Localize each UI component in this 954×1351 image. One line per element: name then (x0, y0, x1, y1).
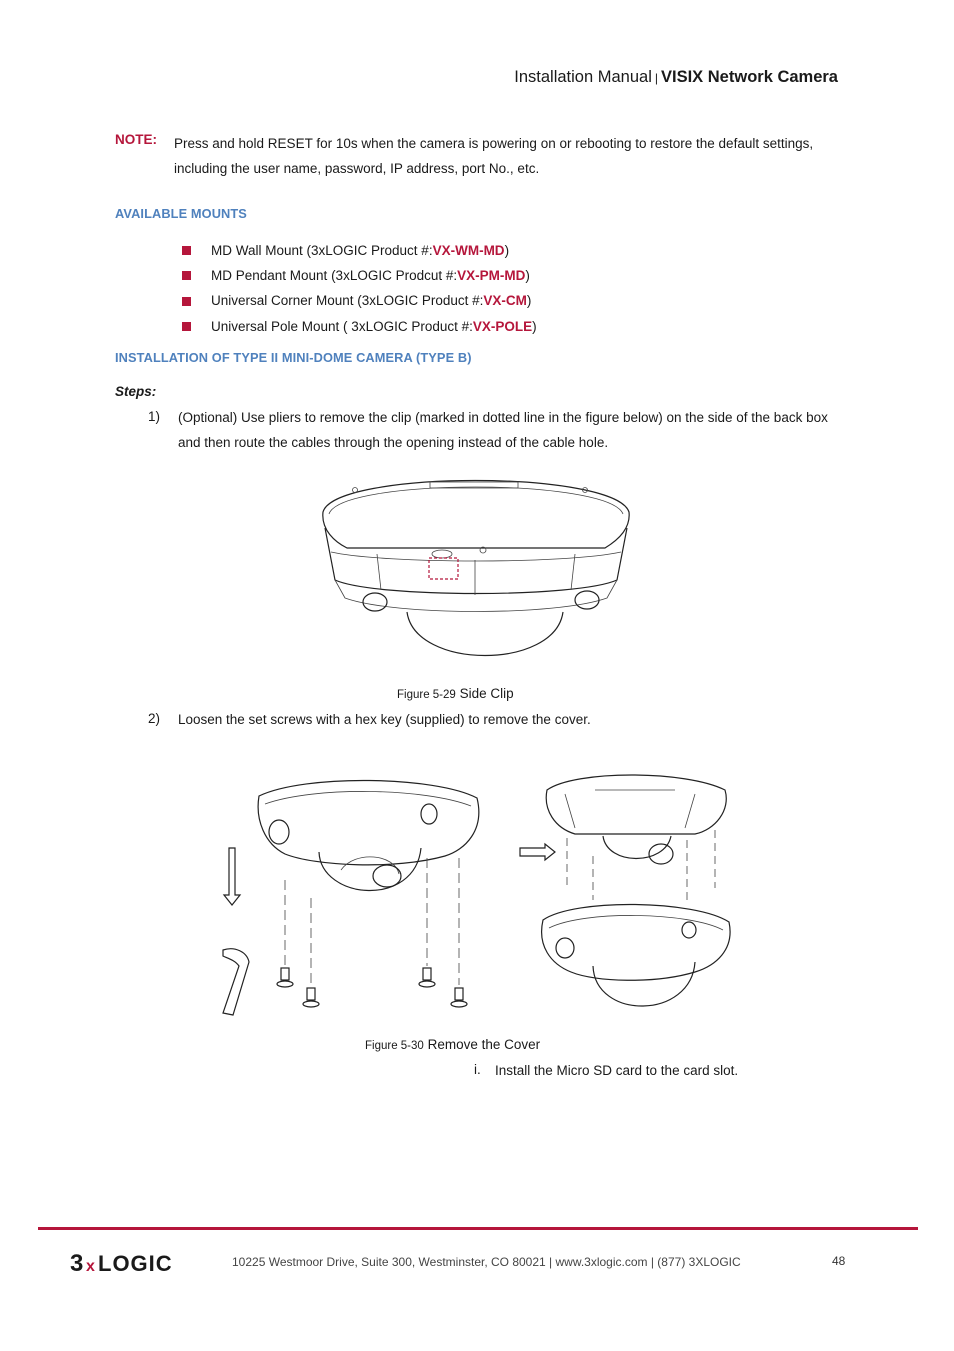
step-2-text: Loosen the set screws with a hex key (supplied) to remove the cover. (178, 712, 591, 727)
figure-title: Side Clip (459, 686, 514, 701)
step-2-number: 2) (148, 711, 161, 726)
svg-text:LOGIC: LOGIC (98, 1251, 173, 1274)
page-number: 48 (832, 1254, 846, 1268)
steps-label: Steps: (115, 384, 157, 399)
substep-number: i. (474, 1062, 481, 1077)
svg-text:3: 3 (70, 1250, 85, 1274)
svg-text:x: x (86, 1258, 95, 1274)
step-1-number: 1) (148, 409, 161, 424)
note-label: NOTE: (115, 132, 157, 147)
square-bullet-icon (182, 246, 191, 255)
list-item: Universal Corner Mount (3xLOGIC Product #: VX-CM ) (182, 289, 537, 314)
header-separator: | (654, 71, 658, 85)
header-product-title: VISIX Network Camera (661, 68, 838, 86)
remove-cover-figure (215, 770, 740, 1025)
product-code: VX-WM-MD (432, 242, 505, 258)
note-text: Press and hold RESET for 10s when the camera is powering on or rebooting to restore the default settings, including the user name, password, IP address, port No., etc. (174, 136, 814, 176)
side-clip-figure (315, 470, 637, 665)
mounts-heading: AVAILABLE MOUNTS (115, 206, 247, 221)
page-header (514, 68, 838, 87)
square-bullet-icon (182, 322, 191, 331)
square-bullet-icon (182, 271, 191, 280)
figure-number: Figure 5-29 (397, 689, 456, 701)
substep-text: Install the Micro SD card to the card slot. (495, 1063, 739, 1078)
figure-title: Remove the Cover (427, 1037, 541, 1052)
install-heading: INSTALLATION OF TYPE II MINI-DOME CAMERA (TYPE B) (115, 350, 472, 365)
figure-number: Figure 5-30 (365, 1040, 424, 1052)
list-item: MD Wall Mount (3xLOGIC Product #: VX-WM-MD ) (182, 238, 537, 263)
step-1-text: (Optional) Use pliers to remove the clip (marked in dotted line in the figure below) on the side of the back box and then route the cables through the opening instead of the cable hole. (178, 410, 828, 450)
footer-address: 10225 Westmoor Drive, Suite 300, Westminster, CO 80021 | www.3xlogic.com | (877) 3XLOGIC (232, 1255, 741, 1269)
product-code: VX-PM-MD (457, 267, 526, 283)
figure-30-caption (365, 1037, 540, 1052)
list-item: Universal Pole Mount ( 3xLOGIC Product #: VX-POLE ) (182, 314, 537, 339)
mounts-list (182, 238, 537, 339)
square-bullet-icon (182, 297, 191, 306)
figure-29-caption (397, 686, 514, 701)
footer-rule (38, 1227, 918, 1230)
header-doc-title: Installation Manual (514, 68, 652, 86)
product-code: VX-CM (483, 293, 527, 309)
list-item: MD Pendant Mount (3xLOGIC Prodcut #: VX-PM-MD ) (182, 263, 537, 288)
product-code: VX-POLE (472, 318, 533, 334)
3xlogic-logo (70, 1250, 206, 1274)
